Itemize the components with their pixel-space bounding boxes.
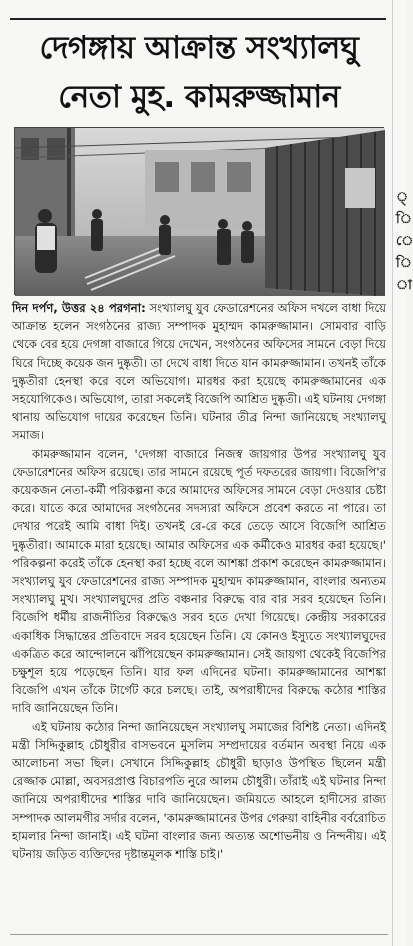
edge-glyph: ্ (396, 190, 409, 205)
street-scene-photo-icon (15, 128, 385, 296)
paragraph-1 (12, 299, 386, 445)
top-rule (10, 18, 386, 20)
article-body (12, 299, 386, 863)
bottom-rule (10, 934, 388, 935)
paragraph-2: কামরুজ্জামান বলেন, 'দেগঙ্গা বাজারে নিজস্ব জায়গার উপর সংখ্যালঘু যুব ফেডারেশনের অফিস রয়েছে। তার সামনে রয়েছে পূর্ত দফতরের জায়গা। বিজেপি'র কয়েকজন নেতা-কর্মী পরিকল্পনা করে আমাদের অফিসের সামনে বেড়া দেওয়ার চেষ্টা করে। যাতে করে আমাদের সংগঠনের সদস্যরা অফিসে প্রবেশ করতে না পারে। তা দেখার পরেই আমি বাধা দিই। তখনই রে-রে করে তেড়ে আসে বিজেপি আশ্রিত দুষ্কৃতীরা। আমাকে মারা হয়েছে। আমার অফিসের এক কর্মীকেও মারধর করা হয়েছে।' পরিকল্পনা করেই তাঁকে হেনস্থা করা হচ্ছে বলে আশঙ্কা প্রকাশ করেছেন কামরুজ্জামান। সংখ্যালঘু যুব ফেডারেশনের রাজ্য সম্পাদক মুহাম্মদ কামরুজ্জামান, বাংলার অন্যতম সংখ্যালঘু মুখ। সংখ্যালঘুদের প্রতি বঞ্চনার বিরুদ্ধে বার বার সরব হয়েছেন তিনি। বিজেপি ধর্মীয় রাজনীতির বিরুদ্ধেও সরব হতে দেখা গিয়েছে। কেন্দ্রীয় সরকারের একাধিক সিদ্ধান্তের প্রতিবাদে সরব হয়েছেন তিনি। যে কোনও ইস্যুতে সংখ্যালঘুদের একত্রিত করে আন্দোলনে ঝাঁপিয়েছেন কামরুজ্জামান। সেই জায়গা থেকেই বিজেপির চক্ষুশূল হয়ে পড়েছেন তিনি। যার ফল এদিনের ঘটনা। কামরুজ্জামানের আশঙ্কা বিজেপি এখন তাঁকে টার্গেট করে চলছে। তাই, অপরাধীদের বিরুদ্ধে কঠোর শাস্তির দাবি জানিয়েছেন তিনি। (12, 446, 386, 716)
edge-glyph: া (396, 278, 412, 293)
headline-line-1: দেগঙ্গায় আক্রান্ত সংখ্যালঘু (39, 30, 359, 66)
edge-glyph: ি (396, 256, 412, 271)
edge-glyph: ে (396, 234, 413, 249)
headline-line-2: নেতা মুহ. কামরুজ্জামান (58, 79, 340, 115)
adjacent-column-edge (393, 0, 413, 946)
headline (10, 24, 388, 122)
paragraph-1-text: সংখ্যালঘু যুব ফেডারেশনের অফিস দখলে বাধা দিয়ে আক্রান্ত হলেন সংগঠনের রাজ্য সম্পাদক মুহাম্মদ কামরুজ্জামান। সোমবার বাড়ি থেকে বের হয়ে দেগঙ্গা বাজারে গিয়ে দেখেন, সংগঠনের অফিসের সামনে বেড়া দিয়ে ঘিরে দিচ্ছে কয়েক জন দুষ্কৃতী। তা দেখে বাধা দিতে যান কামরুজ্জামান। তখনই তাঁকে দুষ্কৃতীরা হেনস্থা করে বলে অভিযোগ। মারধর করা হয়েছে কামরুজ্জামানের এক সহযোগিকেও। অভিযোগ, তারা সকলেই বিজেপি আশ্রিত দুষ্কৃতী। এই ঘটনায় দেগঙ্গা থানায় অভিযোগ দায়ের করেছেন তিনি। ঘটনার তীব্র নিন্দা জানিয়েছে সংখ্যালঘু সমাজ। (12, 301, 387, 443)
paragraph-3: এই ঘটনায় কঠোর নিন্দা জানিয়েছেন সংখ্যালঘু সমাজের বিশিষ্ট নেতা। এদিনই মন্ত্রী সিদ্দিকুল্লাহ চৌধুরীর বাসভবনে মুসলিম সম্প্রদায়ের বর্তমান অবস্থা নিয়ে এক আলোচনা সভা ছিল। সেখানে সিদ্দিকুল্লাহ চৌধুরী ছাড়াও উপস্থিত ছিলেন মন্ত্রী রেজ্জাক মোল্লা, অবসরপ্রাপ্ত বিচারপতি নুরে আলম চৌধুরী। তাঁরাই এই ঘটনার নিন্দা জানিয়ে অপরাধীদের শাস্তির দাবি জানিয়েছেন। জমিয়তে আহলে হাদীসের রাজ্য সম্পাদক আলমগীর সর্দার বলেন, 'কামরুজ্জামানের উপর গেরুয়া বাহিনীর বর্বরোচিত হামলার নিন্দা জানাই। এই ঘটনা বাংলার জন্য অত্যন্ত অশোভনীয় ও নিন্দনীয়। এই ঘটনায় জড়িত ব্যক্তিদের দৃষ্টান্তমূলক শাস্তি চাই।' (12, 719, 386, 862)
edge-glyph: ি (396, 212, 412, 227)
dateline: দিন দর্পণ, উত্তর ২৪ পরগনা: (12, 301, 146, 315)
news-photo (14, 127, 384, 295)
